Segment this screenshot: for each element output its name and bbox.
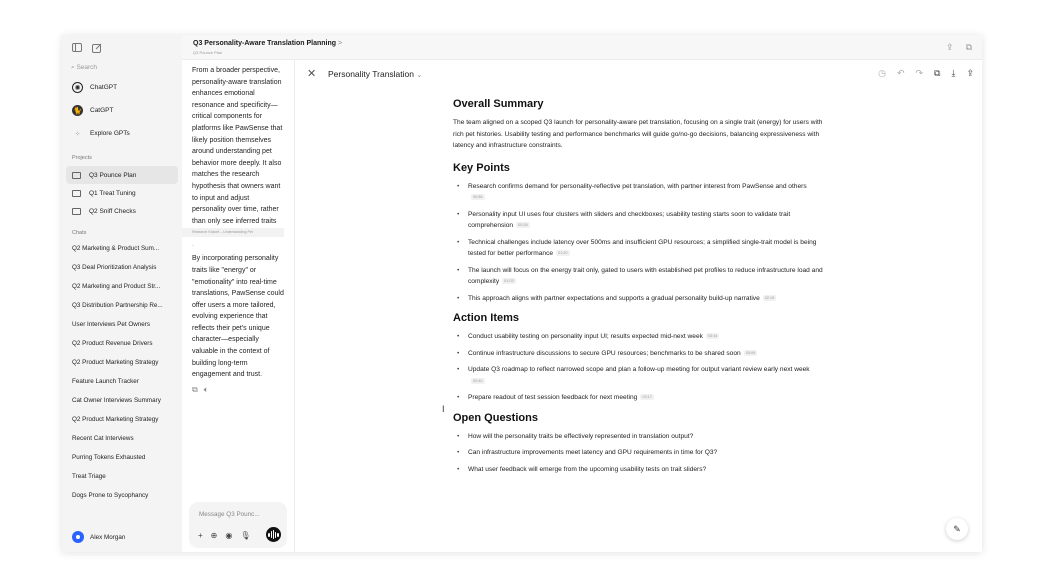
header-actions (946, 42, 972, 53)
list-item (453, 237, 823, 260)
chat-thread (182, 60, 294, 552)
timestamp-chip[interactable]: 03:44 (707, 334, 718, 339)
record-icon[interactable]: ◉ (225, 531, 233, 540)
globe-icon[interactable]: ⊕ (210, 531, 218, 540)
timestamp-chip[interactable]: 00:28 (518, 223, 528, 228)
download-icon[interactable]: ⤓ (951, 68, 956, 78)
chat-history-item[interactable]: Cat Owner Interviews Summary (72, 397, 161, 404)
microphone-icon[interactable]: 🎙︎ (240, 531, 251, 540)
section-heading: Open Questions (453, 411, 538, 424)
share-icon[interactable]: ⇪ (946, 42, 954, 52)
open-questions-list (453, 431, 823, 476)
avatar (72, 531, 84, 543)
search-input[interactable] (62, 60, 182, 74)
chat-history-item[interactable]: Q2 Marketing and Product Str... (72, 283, 161, 290)
chat-history-list (62, 239, 182, 505)
list-item-text: Prepare readout of test session feedback for next meeting (468, 394, 638, 401)
section-heading: Overall Summary (453, 98, 544, 110)
app-window (62, 35, 982, 552)
message-separator: . (192, 241, 194, 249)
list-item (453, 209, 823, 232)
chat-history-item[interactable]: Purring Tokens Exhausted (72, 454, 146, 461)
list-item-text: Research confirms demand for personality-reflective pet translation, with partner interest from PawSense and others (468, 182, 807, 190)
list-item (453, 293, 823, 305)
sidebar-item-explore-gpts[interactable] (67, 122, 177, 145)
list-item-text: Technical challenges include latency over 500ms and insufficient GPU resources; a simplified single-trait model is being tested for better performance (468, 238, 817, 257)
project-item-q2-sniff-checks[interactable] (66, 202, 178, 220)
chevron-right-icon: > (337, 40, 343, 47)
project-item-q3-pounce-plan[interactable] (66, 166, 178, 184)
list-item-text: Personality input UI uses four clusters with sliders and checkboxes; usability testing starts soon to validate trait comprehension (468, 210, 791, 229)
project-label: Q2 Sniff Checks (89, 207, 136, 215)
cat-avatar-icon: 🐈 (72, 105, 83, 116)
sidebar-item-label: ChatGPT (90, 84, 118, 91)
composer-placeholder: Message Q3 Pounc... (199, 511, 260, 518)
search-icon: ⌕ (71, 64, 75, 71)
assistant-message (182, 60, 294, 381)
canvas-panel (294, 60, 982, 552)
timestamp-chip[interactable]: 01:03 (504, 279, 514, 284)
canvas-toolbar (878, 68, 974, 79)
chat-history-item[interactable]: User Interviews Pet Owners (72, 321, 151, 328)
project-label: Q3 Pounce Plan (89, 171, 137, 179)
list-item (453, 265, 823, 288)
text-cursor-icon: I (442, 404, 445, 414)
list-item (453, 364, 823, 387)
project-label: Q1 Treat Tuning (89, 189, 136, 197)
chat-history-item[interactable]: Treat Triage (72, 473, 106, 480)
sidebar-toolbar (62, 35, 182, 60)
chat-history-item[interactable]: Q3 Deal Prioritization Analysis (72, 264, 157, 271)
copy-icon[interactable]: ⧉ (934, 68, 941, 78)
open-in-new-icon[interactable]: ⧉ (965, 42, 972, 52)
canvas-title-dropdown[interactable] (328, 69, 422, 79)
redo-icon[interactable]: ↷ (915, 68, 924, 78)
chat-history-item[interactable]: Q3 Distribution Partnership Re... (72, 302, 163, 309)
list-item-text: What user feedback will emerge from the upcoming usability tests on trait sliders? (468, 465, 707, 473)
read-aloud-icon[interactable]: 🔈︎ (203, 384, 209, 394)
message-actions (182, 381, 294, 399)
search-placeholder: Search (76, 64, 98, 71)
chat-history-item[interactable]: Q2 Product Marketing Strategy (72, 416, 159, 423)
message-paragraph: From a broader perspective, personality-aware translation enhances emotional resonance and specificity—critical components for platforms like PawSense that likely position themselves around understanding pet behavior more deeply. It also matches the research hypothesis that owners want to input and adjust personality over time, rather than only see inferred traits (192, 67, 283, 225)
chat-history-item[interactable]: Dogs Prone to Sycophancy (72, 492, 149, 499)
chats-heading: Chats (72, 230, 87, 236)
chat-history-item[interactable]: Recent Cat Interviews (72, 435, 134, 442)
list-item (453, 431, 823, 443)
sidebar-item-label: Explore GPTs (90, 130, 130, 137)
add-icon[interactable]: + (198, 531, 203, 540)
list-item-text: How will the personality traits be effectively represented in translation output? (468, 432, 694, 440)
chat-history-item[interactable]: Q2 Product Revenue Drivers (72, 340, 153, 347)
chat-history-item[interactable]: Feature Launch Tracker (72, 378, 139, 385)
summary-paragraph: The team aligned on a scoped Q3 launch for personality-aware pet translation, focusing on a single trait (energy) for users with rich pet histories. Usability testing and performance benchmarks will guide go/no-go decisions, balancing expressiveness with latency and infrastructure constraints. (453, 119, 823, 149)
voice-mode-button[interactable] (266, 527, 281, 542)
timestamp-chip[interactable]: 01:20 (558, 251, 568, 256)
canvas-document[interactable] (453, 98, 823, 483)
folder-icon (72, 172, 81, 179)
sidebar-nav (62, 74, 182, 147)
project-header (182, 35, 982, 60)
sidebar-item-label: CatGPT (90, 107, 114, 114)
chevron-down-icon: ⌄ (416, 72, 423, 79)
chatgpt-logo-icon: ✺ (72, 82, 83, 93)
project-subtitle: Q3 Pounce Plan (193, 50, 223, 55)
list-item-text: Can infrastructure improvements meet latency and GPU requirements in time for Q3? (468, 449, 718, 456)
history-icon[interactable]: ◷ (878, 68, 886, 78)
copy-icon[interactable]: ⧉ (192, 384, 198, 394)
list-item-text: The launch will focus on the energy trait only, gated to users with established pet profiles to reduce infrastructure load and complexity (468, 266, 823, 285)
list-item (453, 447, 823, 459)
citation-chip[interactable]: Research Kickoff – Understanding Pet (182, 228, 284, 237)
grid-icon: ⁘ (74, 130, 81, 138)
list-item (453, 331, 823, 343)
list-item-text: Conduct usability testing on personality input UI; results expected mid-next week (468, 333, 703, 340)
list-item-text: Update Q3 roadmap to reflect narrowed scope and plan a follow-up meeting for output variant review early next week (468, 366, 810, 373)
timestamp-chip[interactable]: 03:17 (642, 395, 652, 400)
toggle-sidebar-icon[interactable] (72, 43, 82, 52)
action-items-list (453, 331, 823, 404)
chat-history-item[interactable]: Q2 Product Marketing Strategy (72, 359, 159, 366)
timestamp-chip[interactable]: 02:40 (473, 378, 483, 383)
sidebar (62, 35, 182, 552)
list-item (453, 464, 823, 476)
projects-heading: Projects (72, 155, 92, 161)
conversation-title[interactable] (193, 40, 342, 47)
section-heading: Action Items (453, 312, 520, 324)
user-name: Alex Morgan (90, 533, 126, 541)
folder-icon (72, 208, 81, 215)
sidebar-item-catgpt[interactable] (67, 99, 177, 122)
message-paragraph: By incorporating personality traits like "energy" or "emotionality" into real-time translations, PawSense could offer users a more tailored, evolving experience that reflects their pet's unique character—especially valuable in the context of building long-term engagement and trust. (192, 255, 284, 379)
timestamp-chip[interactable]: 02:19 (764, 295, 775, 300)
list-item (453, 348, 823, 360)
edit-suggestions-button[interactable] (946, 518, 968, 540)
undo-icon[interactable]: ↶ (896, 68, 905, 78)
project-item-q1-treat-tuning[interactable] (66, 184, 178, 202)
composer-tools (198, 531, 251, 540)
close-canvas-icon[interactable]: ✕ (307, 68, 317, 80)
timestamp-chip[interactable]: 03:09 (745, 350, 756, 355)
key-points-list (453, 181, 823, 305)
conversation-title-text: Q3 Personality-Aware Translation Planning (193, 40, 337, 47)
timestamp-chip[interactable]: 00:56 (473, 195, 483, 200)
message-composer[interactable] (189, 502, 287, 548)
list-item (453, 392, 823, 404)
user-menu[interactable] (62, 522, 182, 552)
new-chat-icon[interactable] (92, 43, 102, 53)
section-heading: Key Points (453, 161, 510, 174)
pencil-sparkle-icon: ✎ (953, 523, 961, 534)
sidebar-item-chatgpt[interactable] (67, 76, 177, 99)
canvas-title: Personality Translation (328, 69, 414, 79)
list-item-text: Continue infrastructure discussions to secure GPU resources; benchmarks to be shared soon (468, 349, 741, 357)
folder-icon (72, 190, 81, 197)
list-item-text: This approach aligns with partner expectations and supports a gradual personality build-up narrative (468, 294, 760, 302)
list-item (453, 181, 823, 204)
chat-history-item[interactable]: Q2 Marketing & Product Sum... (72, 245, 160, 252)
share-icon[interactable]: ⇪ (966, 68, 974, 78)
